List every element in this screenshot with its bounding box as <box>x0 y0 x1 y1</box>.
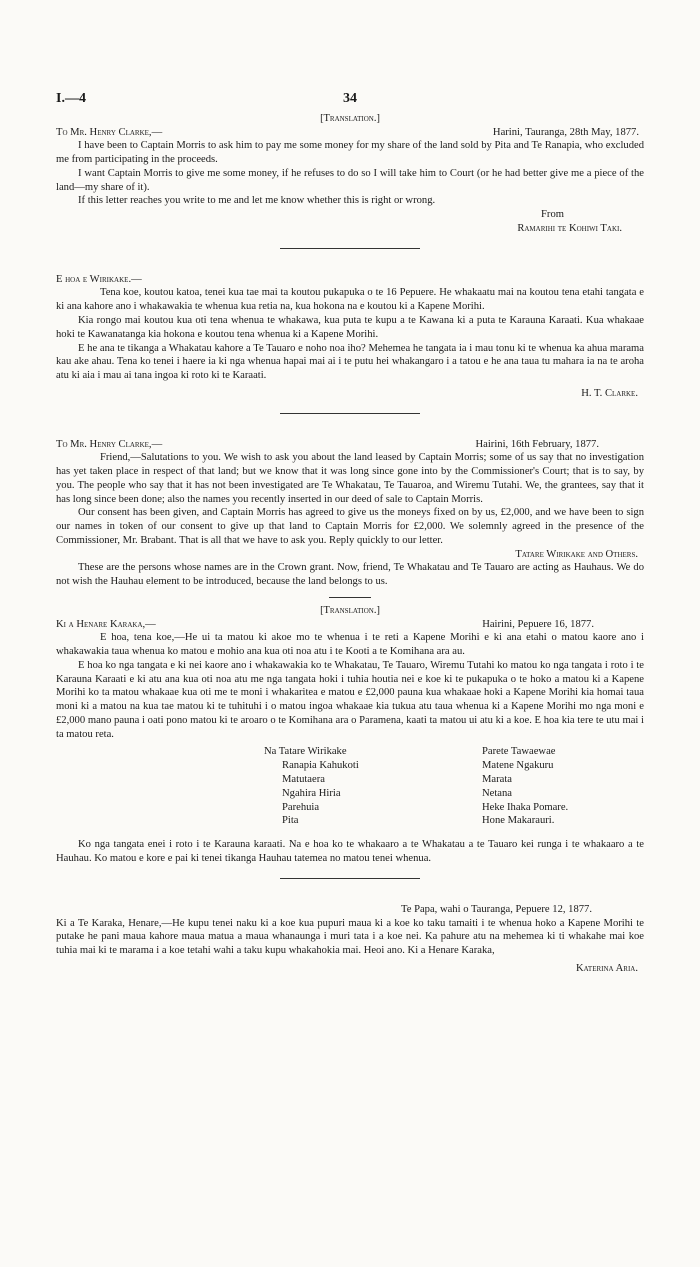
page-reference: I.—4 <box>56 91 86 106</box>
salutation: E hoa e Wirikake.— <box>56 273 142 285</box>
paragraph: E hoa ko nga tangata e ki nei kaore ano i whakawakia ko te Whakatau, Te Tauaro, Wiremu Tutahi ko matou ko nga tangata i roto i te Karauna Karaati e ki atu ana kua oti noa atu me nga tangata hoki i tuhia houtia nei e koe ki te pukapuka o te hoko a matou ki a Kapene Morihi ko ta matou whakaae kua oti me te moni i whakaritea e matou e £2,000 pauna kua whakaae hoki a Kapene Morihi kia homai taua moni ki a matou na kua tae matou ki te tuhituhi i o matou ingoa whakaae kia tukua atu taua whenua ki a Kapene Morihi mo nga moni e £2,000 mano pauna i oati pono matou ki te aroaro o te Komihana ara o Paramena, kaati ta matou ui atu ki a koe. E hoa kia tere te utu mai i ta matou reta. <box>56 659 644 740</box>
signatories-right <box>482 745 682 828</box>
paragraph: Ki a Te Karaka, Henare,—He kupu tenei naku ki a koe kua pupuri maua ki a koe ko taku tamaiti i te whenua hoko a Kapene Morihi te putake he pani maua kahore maua matua a maua whanaunga i muri tata i a koe nei. Ka pahure atu na mehemea ki ti whakahe mai koe tuhia mai ki te marama i a koe tetahi wahi a taku kupu whakahokia mai. Heoi ano. Ki a Henare Karaka, <box>56 917 644 957</box>
letter-1 <box>56 112 644 236</box>
page-number: 34 <box>343 91 357 106</box>
paragraph: E he ana te tikanga a Whakatau kahore a Te Tauaro e noho noa iho? Mehemea he tangata ia i mau tonu ki te whenua ka ahua marama kau ake ahau. Tena ko tenei i haere ia ki nga whenua hapai mai ai i te putu hei whakangaro i a tatou e he ana taua tu mahara ia na te aroha atu ki aia i mau ai tana ingoa ki roto ki te Karaati. <box>56 342 644 382</box>
signatory: Ranapia Kahukoti <box>282 760 359 772</box>
paragraph: Friend,—Salutations to you. We wish to ask you about the land leased by Captain Morris; some of us say that no investigation has yet taken place in respect of that land; but we know that it was long since gone into by the Commissioner's Court; that is to say, by you. The people who say that it has not been investigated are Te Whakatau, Te Tauaroa, and Wiremu Tutahi. We, the grantees, say that it has long since been done; also the names you recently inserted in our deed of sale to Captain Morris. <box>56 452 644 505</box>
signatory: Parehuia <box>282 801 320 813</box>
signatory: Heke Ihaka Pomare. <box>482 801 569 813</box>
salutation-row <box>56 438 644 452</box>
translation-label: [Translation.] <box>320 113 380 124</box>
signatory: Ngahira Hiria <box>282 787 341 799</box>
paragraph: E hoa, tena koe,—He ui ta matou ki akoe mo te whenua i te reti a Kapene Morihi e ki ana etahi o matou kaore ano i whakawakia taua whenua ko matou e mohio ana kua oti noa atu i te Kooti a te Komihana ara au. <box>56 632 644 658</box>
signatories-left <box>264 745 482 828</box>
paragraph: Our consent has been given, and Captain Morris has agreed to give us the moneys fixed on by us, £2,000, and we have been to sign our names in token of our consent to give up that land to Captain Morris for £2,000. We solemnly agreed in the presence of the Commissioner, Mr. Brabant. That is all that we have to ask you. Reply quickly to our letter. <box>56 507 644 546</box>
paragraph: I have been to Captain Morris to ask him to pay me some money for my share of the land sold by Pita and Te Ranapia, who excluded me from participating in the proceeds. <box>56 140 644 166</box>
signatory: Pita <box>282 815 299 827</box>
signatory: Marata <box>482 774 512 786</box>
section-divider <box>280 878 420 879</box>
spacer <box>56 889 644 903</box>
section-divider <box>280 413 420 414</box>
page-header <box>56 90 644 110</box>
letter-2 <box>56 273 644 401</box>
signatory: Na Tatare Wirikake <box>264 746 347 758</box>
signatory: Hone Makarauri. <box>482 815 555 827</box>
spacer <box>56 424 644 438</box>
signature: Tatare Wirikake and Others. <box>515 548 638 560</box>
section-divider <box>280 248 420 249</box>
place-date: Te Papa, wahi o Tauranga, Pepuere 12, 1877. <box>400 903 592 915</box>
signatories <box>264 745 644 828</box>
letter-5 <box>56 903 644 976</box>
place-date: Hairini, Pepuere 16, 1877. <box>482 618 594 630</box>
postscript: Ko nga tangata enei i roto i te Karauna karaati. Na e hoa ko te whakaaro a te Whakatau a te Tauaro kei runga i te whakaaro a te Hauhau. Ko matou e kore e pai ki tenei tikanga Hauhau tatemea no matou tenei whenua. <box>56 839 644 864</box>
spacer <box>56 259 644 273</box>
salutation-row <box>56 126 644 140</box>
signature: H. T. Clarke. <box>581 387 638 399</box>
document-page <box>0 90 700 1267</box>
place-date: Hairini, 16th February, 1877. <box>475 438 599 450</box>
from-label: From <box>541 209 564 221</box>
salutation-row <box>56 618 644 632</box>
place-date: Harini, Tauranga, 28th May, 1877. <box>492 126 639 138</box>
signatory: Matene Ngakuru <box>482 760 554 772</box>
translation-label: [Translation.] <box>320 605 380 617</box>
signatory: Matutaera <box>282 774 325 786</box>
signatory: Parete Tawaewae <box>482 746 556 758</box>
postscript: These are the persons whose names are in the Crown grant. Now, friend, Te Whakatau and Te Tauaro are acting as Hauhaus. We do not wish the Hauhau element to be introduced, because the land belongs to us. <box>56 562 644 588</box>
salutation: To Mr. Henry Clarke,— <box>56 126 163 138</box>
letter-3 <box>56 438 644 589</box>
salutation: To Mr. Henry Clarke,— <box>56 438 163 450</box>
letter-4 <box>56 604 644 866</box>
paragraph: If this letter reaches you write to me and let me know whether this is right or wrong. <box>78 195 436 207</box>
paragraph: I want Captain Morris to give me some money, if he refuses to do so I will take him to Court (or he had better give me a piece of the land—my share of it). <box>56 167 644 193</box>
signature: Katerina Aria. <box>575 962 638 974</box>
paragraph: Kia rongo mai koutou kua oti tena whenua te whakawa, kua puta te kupu a te Kawana ki a puta te Karauna Karaati. Kua whakaae hoki te Kawanatanga kia hokona e koutou tena whenua ki a Kapene Morihi. <box>56 314 644 340</box>
section-divider <box>329 597 371 598</box>
salutation: Ki a Henare Karaka,— <box>56 618 156 630</box>
paragraph: Tena koe, koutou katoa, tenei kua tae mai ta koutou pukapuka o te 16 Pepuere. He whakaatu mai na koutou tena etahi tangata e ki ana kahore ano i whakawakia te whenua kua retia na, kua hokona na e koutou ki a Kapene Morihi. <box>56 287 644 313</box>
signatory: Netana <box>482 787 512 799</box>
signature: Ramarihi te Kohiwi Taki. <box>517 222 622 234</box>
